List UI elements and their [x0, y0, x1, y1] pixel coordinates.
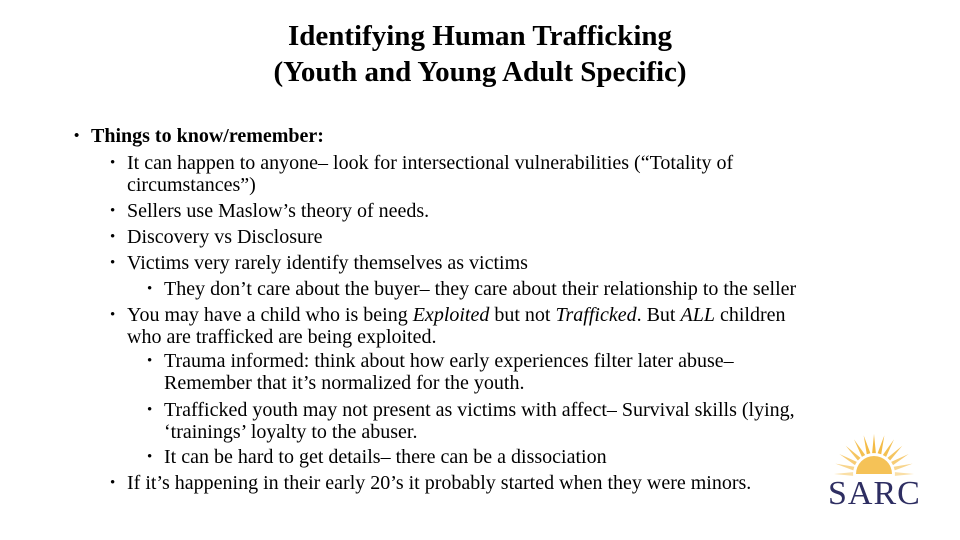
bullet-item: [110, 304, 786, 326]
bullet-dot: •: [110, 307, 116, 323]
slide-title: [0, 18, 960, 90]
sun-ray: [894, 464, 913, 471]
bullet-item: [110, 200, 430, 222]
bullet-dot: •: [110, 229, 116, 245]
bullet-dot: •: [110, 203, 116, 219]
sub-bullet-item: [147, 350, 734, 372]
bullet-continuation: ‘trainings’ loyalty to the abuser.: [164, 421, 418, 443]
bullet-text-part: but not: [489, 304, 556, 326]
sun-ray: [864, 435, 871, 454]
bullet-text: It can happen to anyone– look for intersectional vulnerabilities (“Totality of: [127, 152, 734, 174]
bullet-dot: •: [147, 402, 153, 418]
sarc-logo: [828, 428, 920, 512]
bullet-text-part: You may have a child who is being: [127, 304, 413, 326]
bullet-dot: •: [110, 255, 116, 271]
bullet-text: They don’t care about the buyer– they care about their relationship to the seller: [164, 278, 797, 300]
bullet-continuation: Remember that it’s normalized for the youth.: [164, 372, 525, 394]
bullet-item: [110, 226, 323, 248]
sun-icon: [828, 428, 920, 480]
emphasis-exploited: Exploited: [412, 304, 490, 326]
bullet-text: Discovery vs Disclosure: [127, 226, 323, 248]
bullet-text: It can be hard to get details– there can be a dissociation: [164, 446, 607, 468]
bullet-item: [110, 472, 752, 494]
title-line-1: Identifying Human Trafficking: [287, 20, 673, 52]
sun-ray: [872, 434, 876, 453]
bullet-item: [110, 152, 734, 174]
bullet-text: If it’s happening in their early 20’s it probably started when they were minors.: [127, 472, 752, 494]
bullet-text: Sellers use Maslow’s theory of needs.: [127, 200, 430, 222]
bullet-dot: •: [110, 475, 116, 491]
bullet-continuation: circumstances”): [127, 174, 256, 196]
sub-bullet-item: [147, 278, 797, 300]
bullet-dot: •: [147, 281, 153, 297]
bullet-text: Trauma informed: think about how early experiences filter later abuse–: [164, 350, 734, 372]
sub-bullet-item: [147, 399, 795, 421]
emphasis-all: ALL: [680, 304, 715, 326]
bullet-dot: •: [147, 353, 153, 369]
bullet-text: Trafficked youth may not present as victims with affect– Survival skills (lying,: [164, 399, 795, 421]
sun-ray: [835, 464, 854, 471]
emphasis-trafficked: Trafficked: [555, 304, 637, 326]
logo-text: SARC: [828, 475, 921, 512]
bullet-text-part: . But: [636, 304, 681, 326]
sun-ray: [878, 435, 885, 454]
bullet-text-part: children: [714, 304, 786, 326]
bullet-heading: [74, 125, 324, 147]
bullet-dot: •: [74, 128, 80, 144]
bullet-dot: •: [110, 155, 116, 171]
bullet-item: [110, 252, 528, 274]
title-line-2: (Youth and Young Adult Specific): [273, 56, 687, 88]
sub-bullet-item: [147, 446, 607, 468]
heading-text: Things to know/remember:: [91, 125, 324, 147]
bullet-continuation: who are trafficked are being exploited.: [127, 326, 437, 348]
bullet-text: Victims very rarely identify themselves as victims: [127, 252, 528, 274]
bullet-dot: •: [147, 449, 153, 465]
